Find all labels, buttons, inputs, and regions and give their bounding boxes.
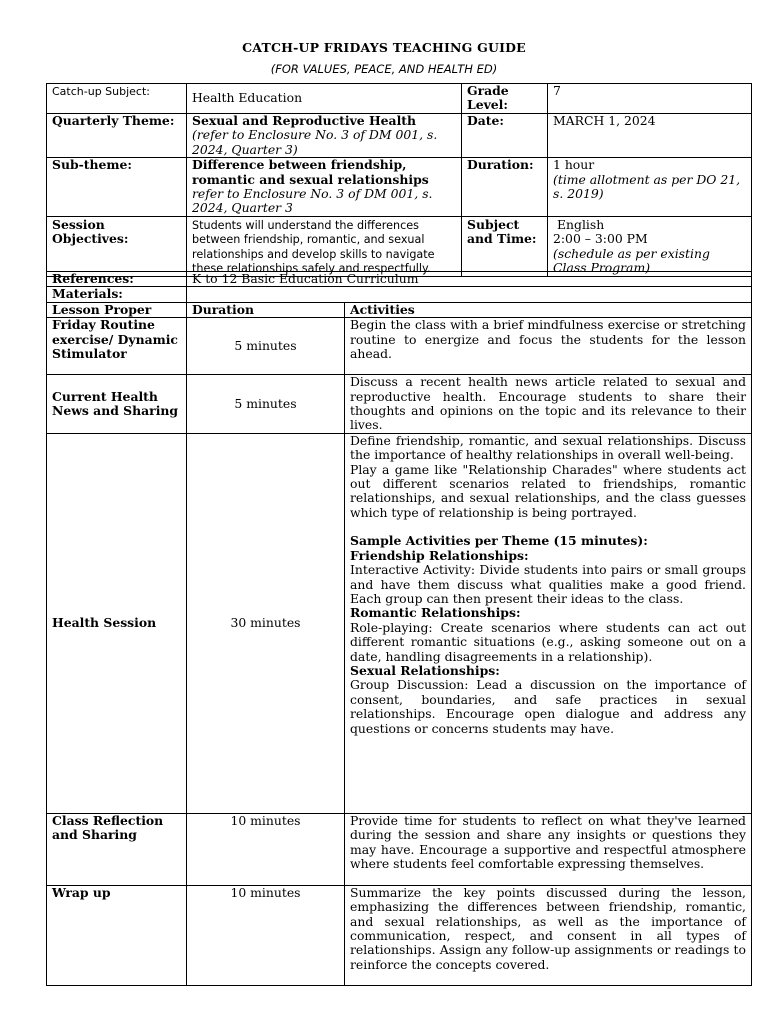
document-subtitle: (FOR VALUES, PEACE, AND HEALTH ED) — [270, 62, 498, 76]
subject-time-cell — [548, 216, 752, 277]
subtheme-cell — [187, 158, 462, 217]
health-session-activities — [345, 433, 752, 813]
lesson-duration: 10 minutes — [187, 813, 345, 885]
grade-label: Grade Level: — [462, 84, 548, 114]
lesson-row — [47, 318, 752, 375]
subject-time-label: Subject and Time: — [462, 216, 548, 277]
theme-reference: (refer to Enclosure No. 3 of DM 001, s. 2024, Quarter 3) — [192, 127, 438, 157]
grade-value: 7 — [548, 84, 752, 114]
subtheme-label: Sub-theme: — [47, 158, 187, 217]
subject-time-subject: English — [557, 216, 605, 232]
info-row-subtheme — [47, 158, 752, 217]
sexual-text: Group Discussion: Lead a discussion on the importance of consent, boundaries, and safe practices in sexual relationships. Encourage open dialogue and address any questions or concerns students may have. — [350, 677, 746, 736]
lesson-name: Wrap up — [47, 885, 187, 985]
lesson-header-row — [47, 302, 752, 317]
lesson-row — [47, 375, 752, 434]
health-session-intro: Define friendship, romantic, and sexual relationships. Discuss the importance of healthy relationships in overall well-being. — [350, 433, 746, 463]
lesson-name: Class Reflection and Sharing — [47, 813, 187, 885]
lesson-name: Friday Routine exercise/ Dynamic Stimulator — [47, 318, 187, 375]
subject-time-time: 2:00 – 3:00 PM — [553, 231, 648, 247]
lesson-activities: Begin the class with a brief mindfulness exercise or stretching routine to energize and focus the students for the lesson ahead. — [345, 318, 752, 375]
duration-note: (time allotment as per DO 21, s. 2019) — [553, 171, 741, 202]
lesson-row — [47, 885, 752, 985]
theme-cell — [187, 114, 462, 158]
lesson-duration: 30 minutes — [187, 433, 345, 813]
duration-label: Duration: — [462, 158, 548, 217]
lesson-duration: 5 minutes — [187, 375, 345, 434]
theme-value: Sexual and Reproductive Health — [192, 113, 417, 128]
lesson-table — [46, 271, 752, 986]
subject-time-note: (schedule as per existing Class Program) — [553, 245, 710, 276]
document-title: CATCH-UP FRIDAYS TEACHING GUIDE — [242, 40, 526, 55]
theme-label: Quarterly Theme: — [47, 114, 187, 158]
subject-label: Catch-up Subject: — [47, 84, 187, 114]
lesson-activities: Discuss a recent health news article related to sexual and reproductive health. Encourage students to share their thoughts and opinions on the topic and its relevance to their lives. — [345, 375, 752, 434]
info-row-theme — [47, 114, 752, 158]
subtheme-reference: refer to Enclosure No. 3 of DM 001, s. 2024, Quarter 3 — [192, 186, 433, 216]
spacer — [350, 520, 746, 534]
lesson-name: Health Session — [47, 433, 187, 813]
date-label: Date: — [462, 114, 548, 158]
info-table — [46, 83, 752, 277]
objectives-value: Students will understand the differences between friendship, romantic, and sexual relationships and develop skills to navigate these relationships safely and respectfully. — [187, 216, 462, 277]
lesson-duration: 5 minutes — [187, 318, 345, 375]
objectives-label: Session Objectives: — [47, 216, 187, 277]
romantic-text: Role-playing: Create scenarios where students can act out different romantic situations (e.g., asking someone out on a date, handling disagreements in a relationship). — [350, 619, 746, 664]
sexual-heading: Sexual Relationships: — [350, 662, 500, 678]
col-header-duration: Duration — [187, 302, 345, 317]
materials-value — [187, 287, 752, 302]
health-session-game: Play a game like "Relationship Charades" where students act out different scenarios related to friendships, romantic relationships, and sexual relationships, and the class guesses which type of relationship is being portrayed. — [350, 461, 746, 520]
col-header-activities: Activities — [345, 302, 752, 317]
subject-value: Health Education — [187, 84, 462, 114]
lesson-activities: Provide time for students to reflect on what they've learned during the session and share any insights or questions they may have. Encourage a supportive and respectful atmosphere where students feel comfortable expressing themselves. — [345, 813, 752, 885]
lesson-duration: 10 minutes — [187, 885, 345, 985]
references-row — [47, 272, 752, 287]
lesson-row — [47, 433, 752, 813]
references-value: K to 12 Basic Education Curriculum — [187, 272, 752, 287]
subtheme-value: Difference between friendship, romantic and sexual relationships — [192, 157, 429, 187]
info-row-objectives — [47, 216, 752, 277]
duration-cell — [548, 158, 752, 217]
date-value: MARCH 1, 2024 — [548, 114, 752, 158]
materials-label: Materials: — [47, 287, 187, 302]
materials-row — [47, 287, 752, 302]
lesson-name: Current Health News and Sharing — [47, 375, 187, 434]
lesson-activities: Summarize the key points discussed during the lesson, emphasizing the differences between friendship, romantic, and sexual relationships, as well as the importance of communication, respect, and consent in all types of relationships. Assign any follow-up assignments or readings to reinforce the concepts covered. — [345, 885, 752, 985]
romantic-heading: Romantic Relationships: — [350, 605, 521, 621]
friendship-heading: Friendship Relationships: — [350, 547, 529, 563]
info-row-subject — [47, 84, 752, 114]
duration-value: 1 hour — [553, 157, 595, 173]
sample-activities-heading: Sample Activities per Theme (15 minutes): — [350, 533, 648, 549]
friendship-text: Interactive Activity: Divide students into pairs or small groups and have them discuss what qualities make a good friend. Each group can then present their ideas to the class. — [350, 562, 746, 606]
lesson-row — [47, 813, 752, 885]
col-header-lesson: Lesson Proper — [47, 302, 187, 317]
references-label: References: — [47, 272, 187, 287]
